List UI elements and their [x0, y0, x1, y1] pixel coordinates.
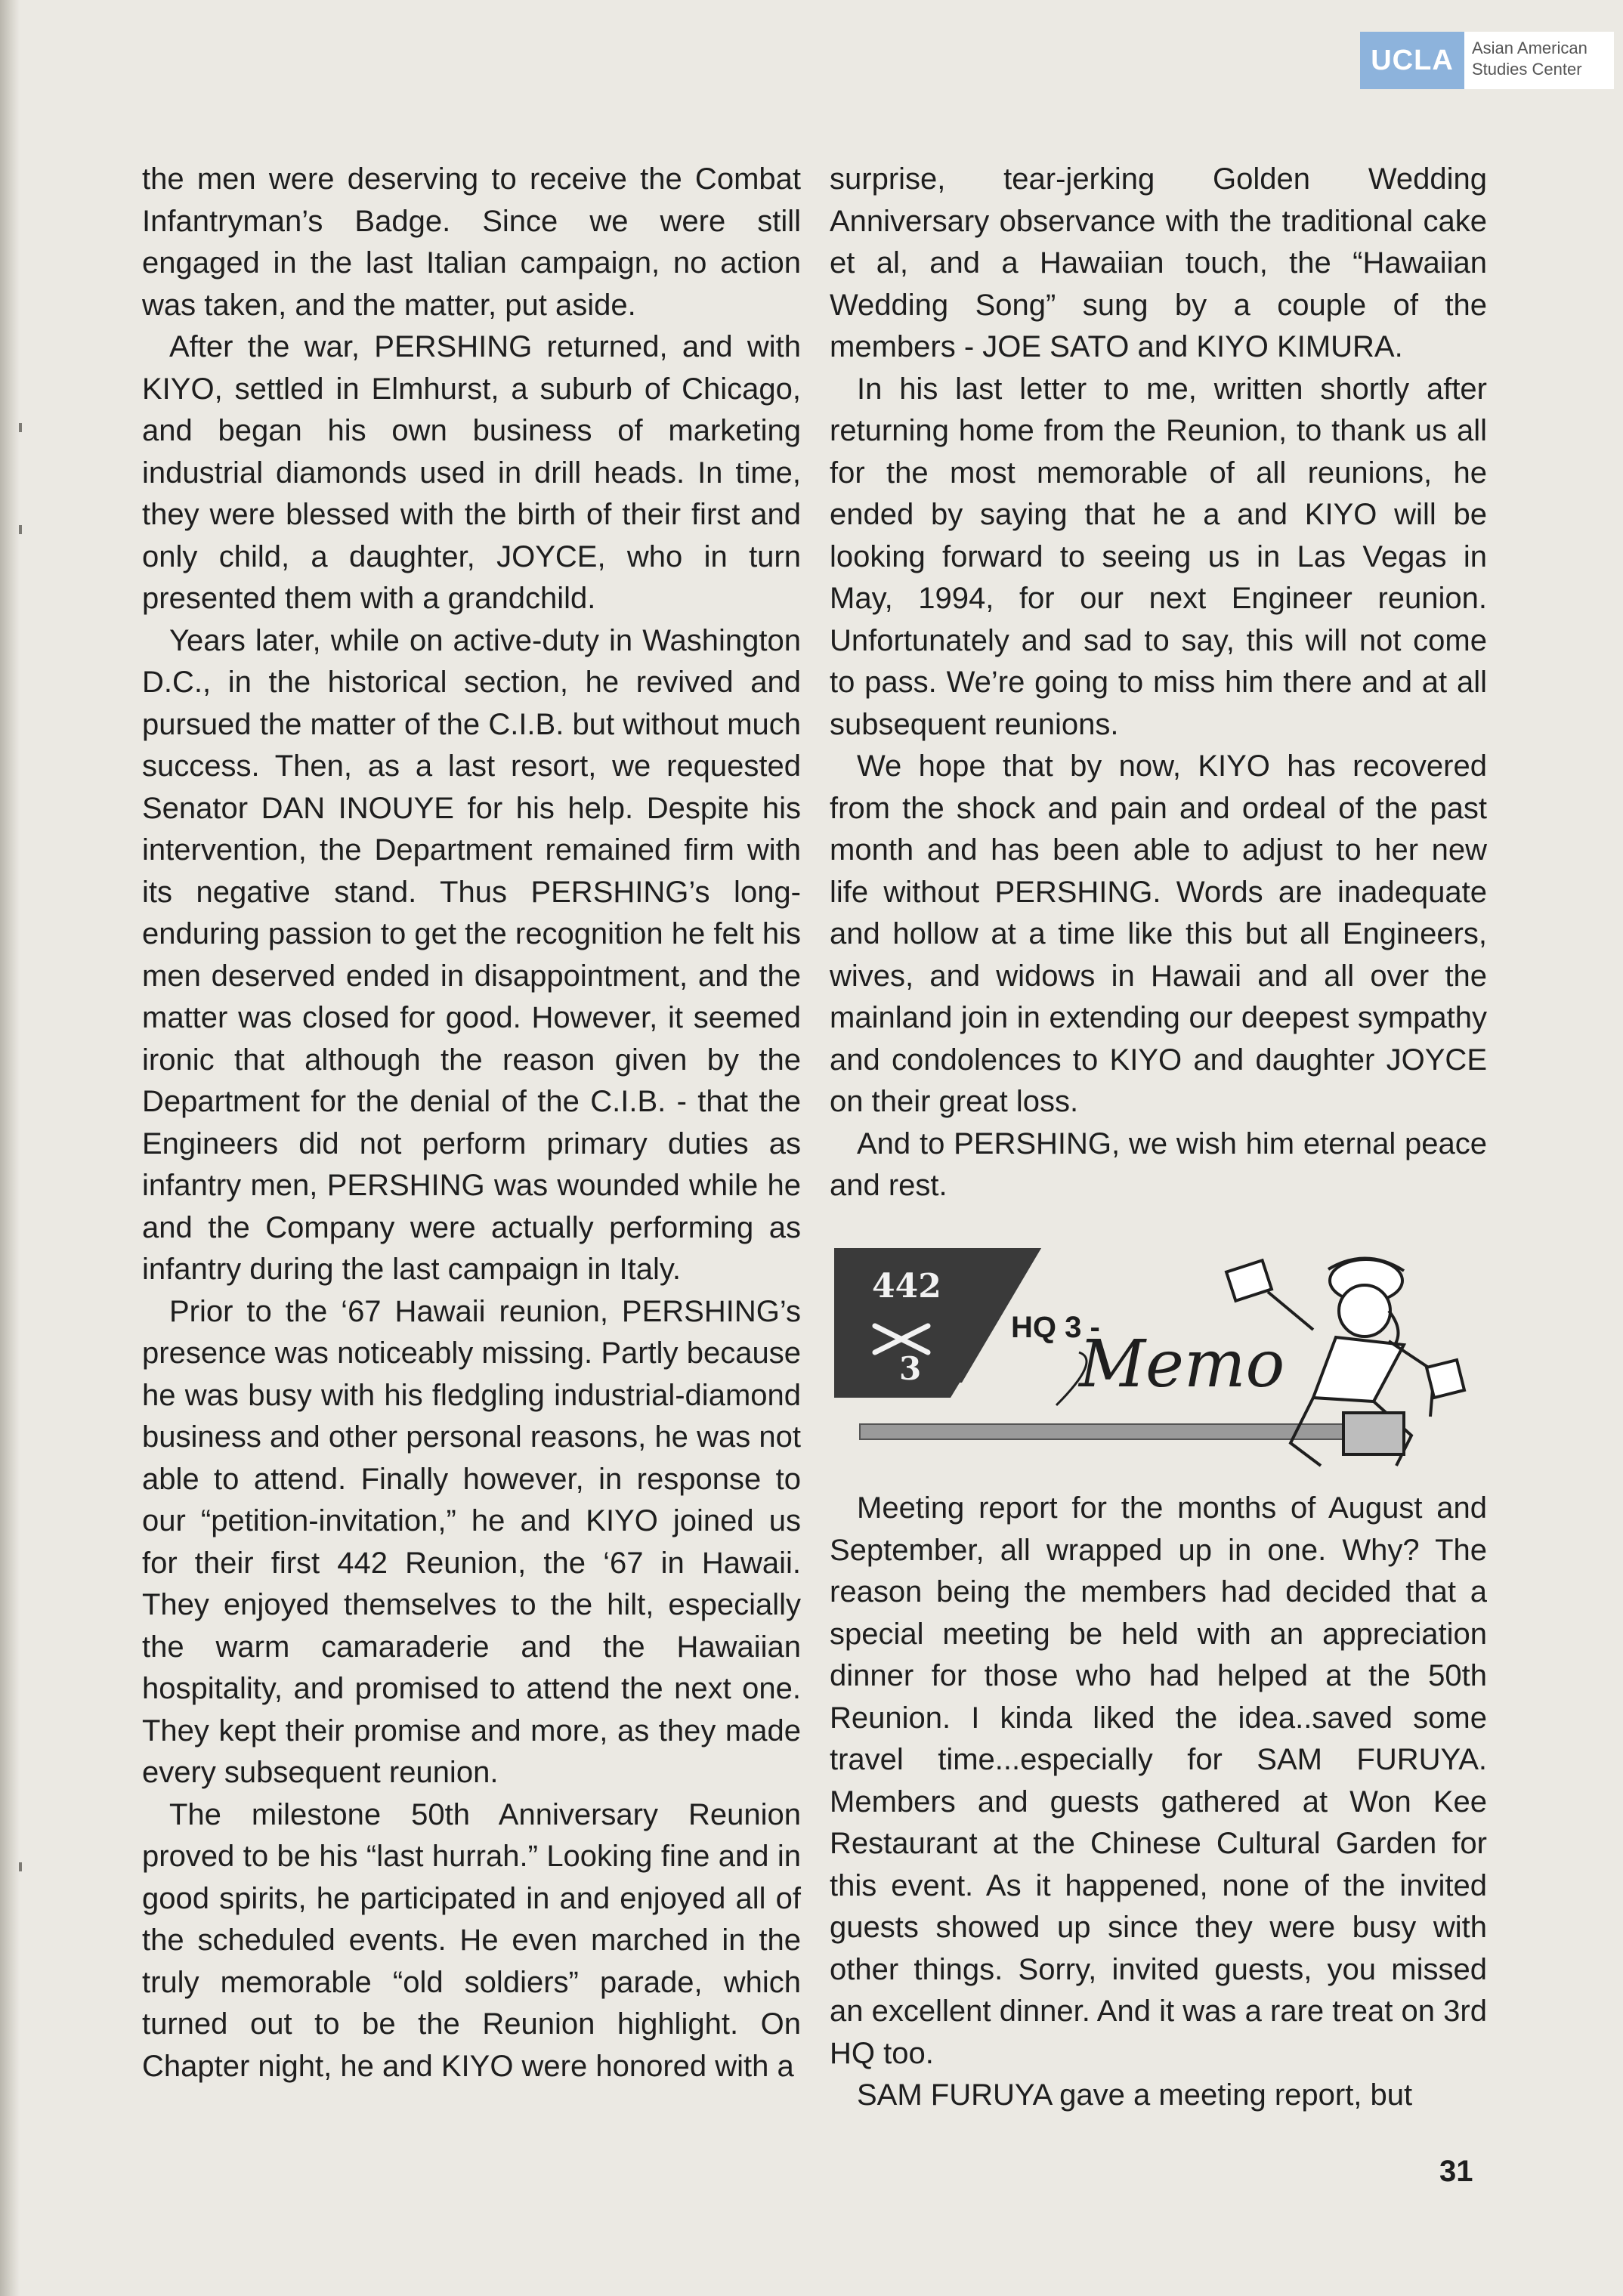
paragraph: Prior to the ‘67 Hawaii reunion, PERSHING’s presence was noticeably missing. Partly because he was busy with his fledgling industrial-diamond business and other personal reasons, he was not able to attend. Finally however, in response to our “petition-invitation,” he and KIYO joined us for their first 442 Reunion, the ‘67 in Hawaii. They enjoyed themselves to the hilt, especially the warm camaraderie and the Hawaiian hospitality, and promised to attend the next one. They kept their promise and more, as they made every subsequent reunion. — [142, 1294, 801, 1789]
memo-heading: HQ 3 - — [1011, 1311, 1100, 1344]
paragraph: We hope that by now, KIYO has recovered from the shock and pain and ordeal of the past month and has been able to adjust to her new life without PERSHING. Words are inadequate and hollow at a time like this but all Engineers, wives, and widows in Hawaii and all over the mainland join in extending our deepest sympathy and condolences to KIYO and daughter JOYCE on their great loss. — [830, 749, 1487, 1118]
badge-caption — [1464, 32, 1614, 89]
paragraph: Meeting report for the months of August and September, all wrapped up in one. Why? The reason being the members had decided that a special meeting be held with an appreciation dinner for those who had helped at the 50th Reunion. I kinda liked the idea..saved some travel time...especially for SAM FURUYA. Members and guests gathered at Won Kee Restaurant at the Chinese Cultural Garden for this event. As it happened, none of the invited guests showed up since they were busy with other things. Sorry, invited guests, you missed an excellent dinner. And it was a rare treat on 3rd HQ too. — [830, 1491, 1487, 2070]
left-column — [142, 159, 801, 2087]
memo-underline — [860, 1424, 1343, 1439]
paragraph: Years later, while on active-duty in Washington D.C., in the historical section, he revived and pursued the matter of the C.I.B. but without much success. Then, as a last resort, we requested Senator DAN INOUYE for his help. Despite his intervention, the Department remained firm with its negative stand. Thus PERSHING’s long-enduring passion to get the recognition he felt his men deserved ended in disappointment, and the matter was closed for good. However, it seemed ironic that although the reason given by the Department for the denial of the C.I.B. - that the Engineers did not perform primary duties as infantry men, PERSHING was wounded while he and the Company were actually performing as infantry during the last campaign in Italy. — [142, 623, 801, 1286]
badge-line-2: Studies Center — [1472, 60, 1582, 79]
flag-number: 442 — [872, 1267, 941, 1306]
binding-mark — [19, 1862, 22, 1871]
paragraph: the men were deserving to receive the Combat Infantryman’s Badge. Since we were still engaged in the last Italian campaign, no action was taken, and the matter, put aside. — [142, 162, 801, 322]
badge-line-1: Asian American — [1472, 39, 1587, 57]
memo-illustration — [830, 1239, 1487, 1481]
page-edge — [0, 0, 20, 2296]
paragraph: After the war, PERSHING returned, and with KIYO, settled in Elmhurst, a suburb of Chicago, and began his own business of marketing industrial diamonds used in drill heads. In time, they were blessed with the birth of their first and only child, a daughter, JOYCE, who in turn presented them with a grandchild. — [142, 330, 801, 615]
hq3-memo-graphic — [830, 1239, 1487, 1481]
memo-script: Memo — [1079, 1327, 1285, 1402]
binding-mark — [19, 525, 22, 534]
right-column — [830, 159, 1487, 1207]
paragraph: SAM FURUYA gave a meeting report, but — [857, 2078, 1413, 2112]
memo-column — [830, 1488, 1487, 2117]
paragraph: In his last letter to me, written shortly after returning home from the Reunion, to thank us all for the most memorable of all reunions, he ended by saying that he a and KIYO will be looking forward to seeing us in Las Vegas in May, 1994, for our next Engineer reunion. Unfortunately and sad to say, this will not come to pass. We’re going to miss him there and at all subsequent reunions. — [830, 372, 1487, 741]
ucla-logo: UCLA — [1360, 32, 1464, 89]
binding-mark — [19, 423, 22, 432]
ucla-badge — [1360, 32, 1614, 89]
page-number: 31 — [1439, 2155, 1473, 2188]
flag-company: 3 — [899, 1350, 922, 1387]
paragraph: The milestone 50th Anniversary Reunion proved to be his “last hurrah.” Looking fine and in good spirits, he participated in and enjoyed all of the scheduled events. He even marched in the truly memorable “old soldiers” parade, which turned out to be the Reunion highlight. On Chapter night, he and KIYO were honored with a — [142, 1797, 801, 2083]
paragraph: surprise, tear-jerking Golden Wedding Anniversary observance with the traditional cake et al, and a Hawaiian touch, the “Hawaiian Wedding Song” sung by a couple of the members - JOE SATO and KIYO KIMURA. — [830, 162, 1487, 363]
paragraph: And to PERSHING, we wish him eternal peace and rest. — [830, 1126, 1487, 1202]
